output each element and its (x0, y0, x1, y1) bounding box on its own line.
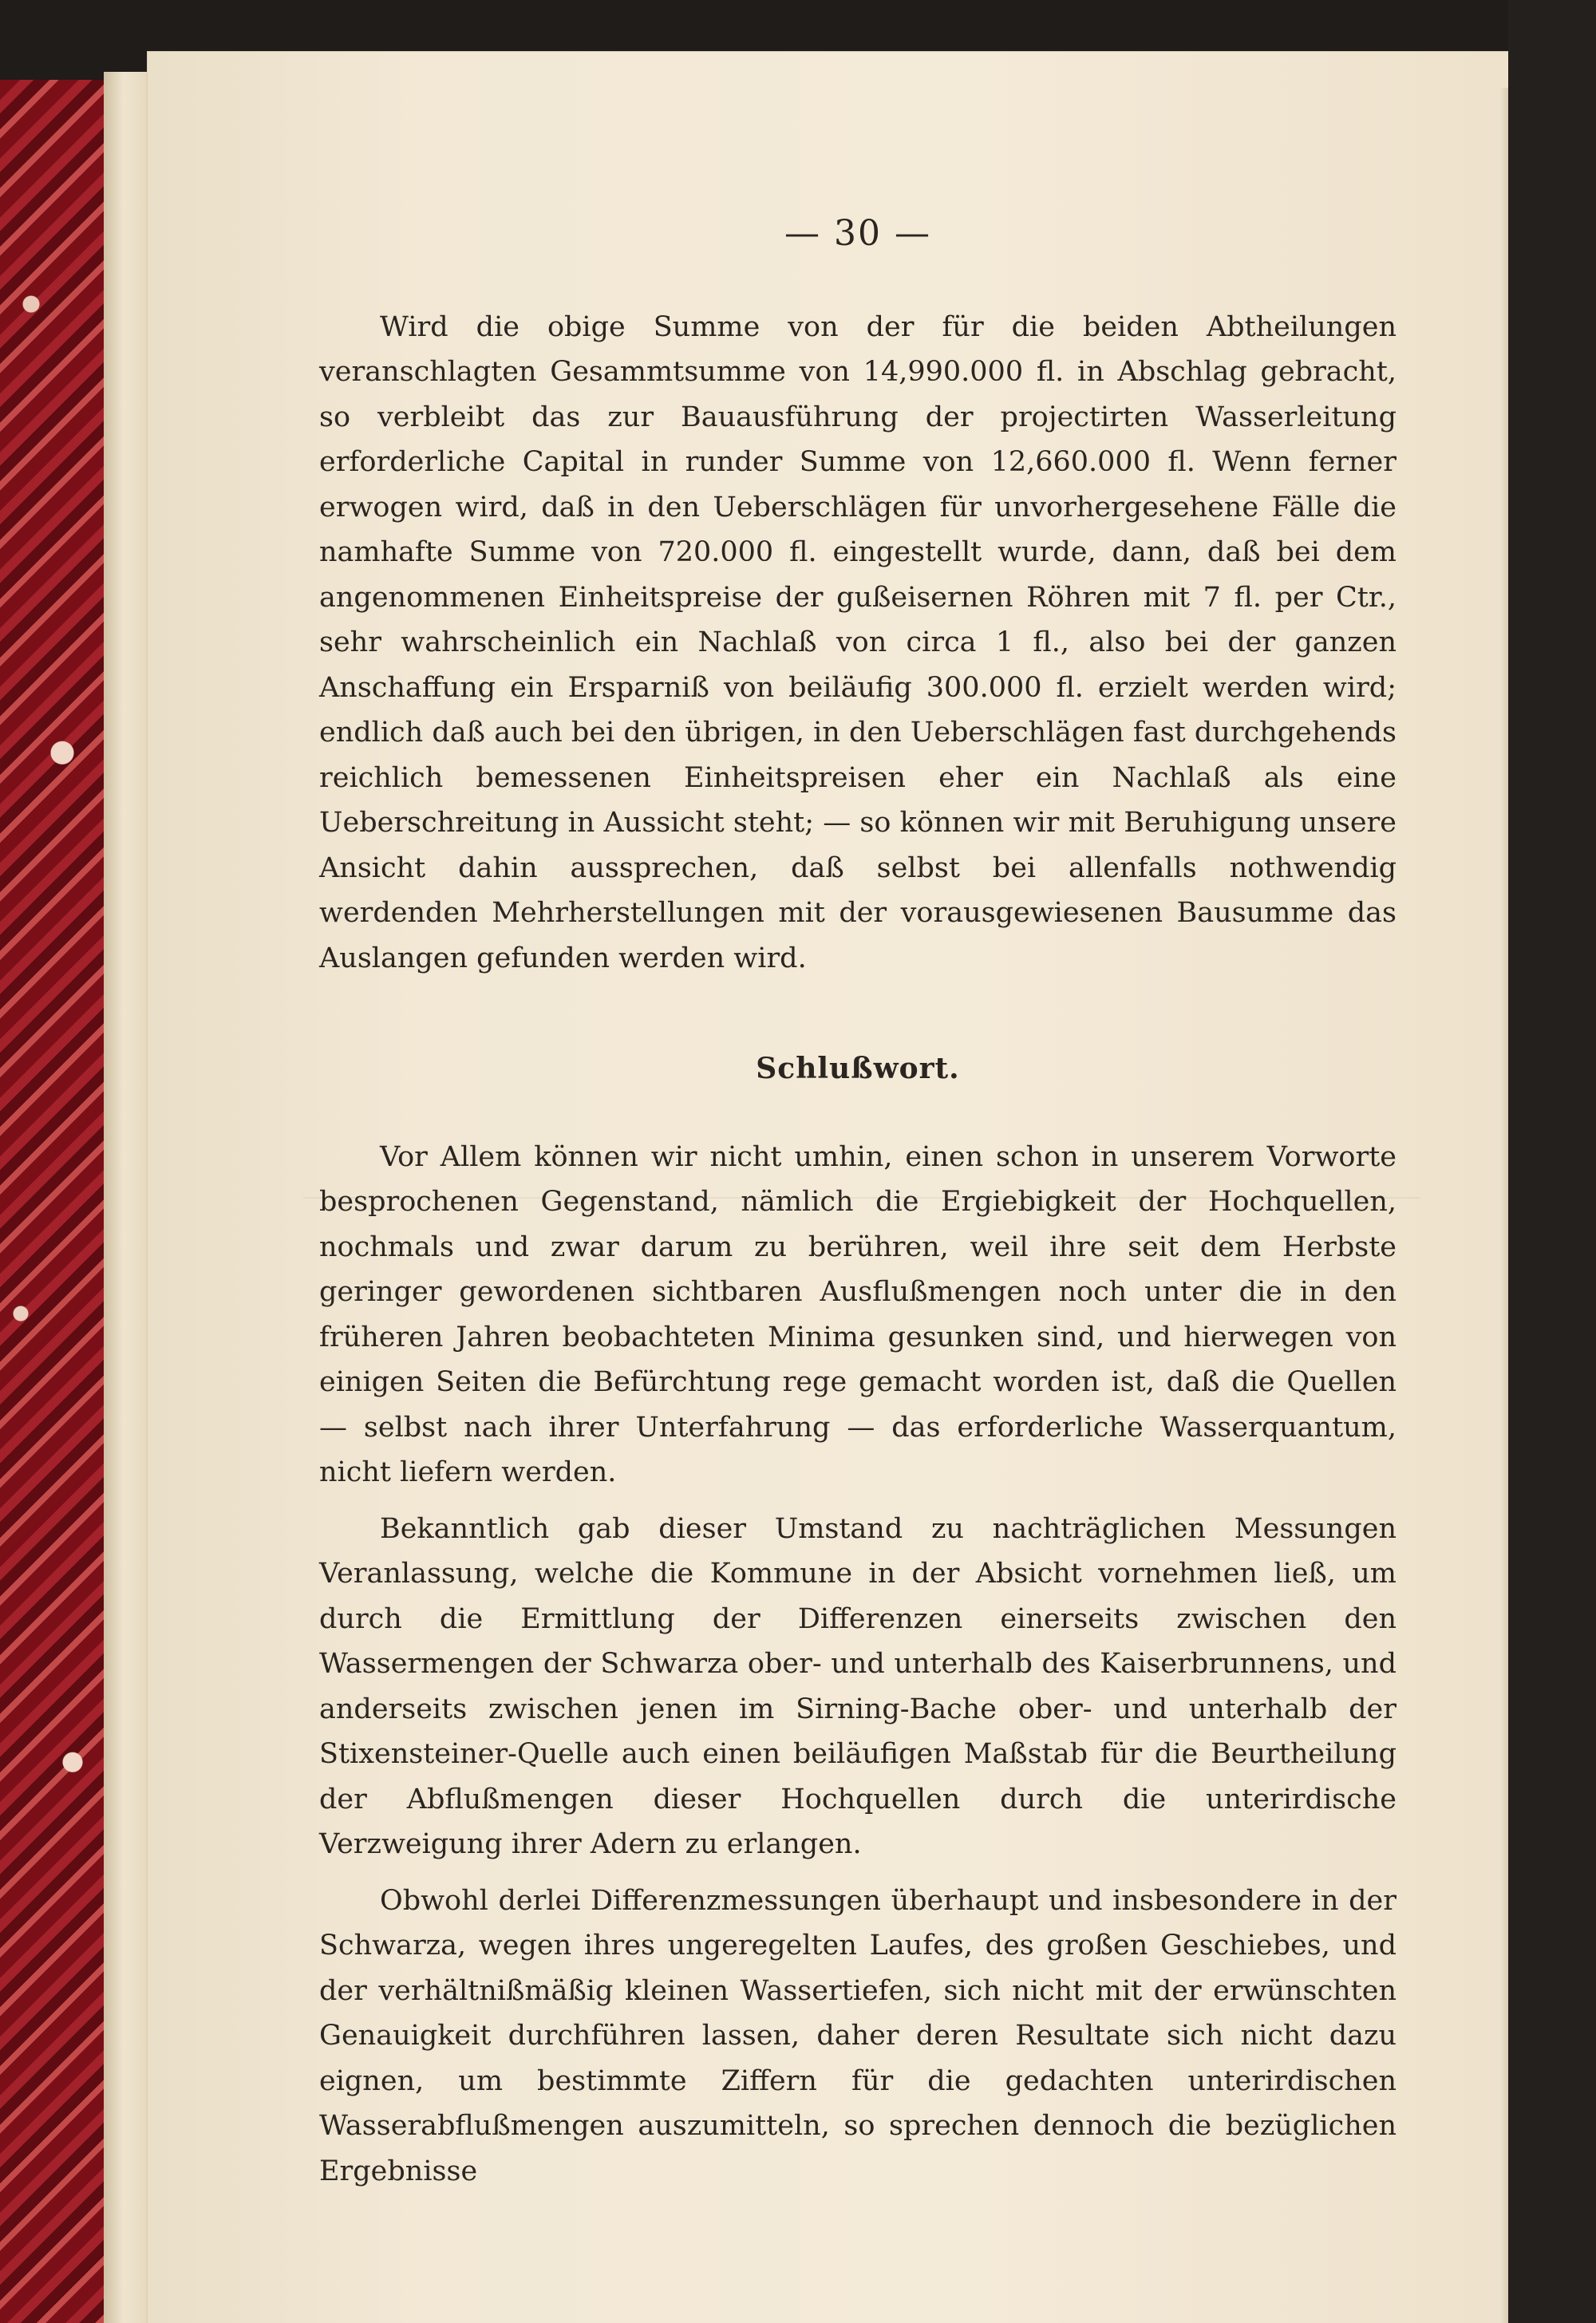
paragraph-closing-3: Obwohl derlei Differenzmessungen überhaupt und insbesondere in der Schwarza, wegen ihres ungeregelten Laufes, des großen Geschiebes, und der verhältnißmäßig kleinen Wassertiefen, sich nicht mit der erwünschten Genauigkeit durchführen lassen, daher deren Resultate sich nicht dazu eignen, um bestimmte Ziffern für die gedachten unterirdischen Wasserabflußmengen auszumitteln, so sprechen dennoch die bezüglichen Ergebnisse (319, 1884, 1396, 2187)
page-number: — 30 — (784, 213, 931, 254)
page-text (319, 211, 1396, 2205)
marbled-cover-edge (0, 80, 109, 2323)
paragraph-summary: Wird die obige Summe von der für die beiden Abtheilungen veranschlagten Gesammtsumme von 14,990.000 fl. in Abschlag gebracht, so verbleibt das zur Bauausführung der projectirten Wasserleitung erforderliche Capital in runder Summe von 12,660.000 fl. Wenn ferner erwogen wird, daß in den Ueberschlägen für unvorhergesehene Fälle die namhafte Summe von 720.000 fl. eingestellt wurde, dann, daß bei dem angenommenen Einheitspreise der gußeisernen Röhren mit 7 fl. per Ctr., sehr wahrscheinlich ein Nachlaß von circa 1 fl., also bei der ganzen Anschaffung ein Ersparniß von beiläufig 300.000 fl. erzielt werden wird; endlich daß auch bei den übrigen, in den Ueberschlägen fast durchgehends reichlich bemessenen Einheitspreisen eher ein Nachlaß als eine Ueberschreitung in Aussicht steht; — so können wir mit Beruhigung unsere Ansicht dahin aussprechen, daß selbst bei allenfalls nothwendig werdenden Mehrherstellungen mit der vorausgewiesenen Bausumme das Auslangen gefunden werden wird. (319, 310, 1396, 974)
paragraph-closing-1: Vor Allem können wir nicht umhin, einen schon in unserem Vorworte besprochenen Gegenstand, nämlich die Ergiebigkeit der Hochquellen, nochmals und zwar darum zu berühren, weil ihre seit dem Herbste geringer gewordenen sichtbaren Ausflußmengen noch unter die in den früheren Jahren beobachteten Minima gesunken sind, und hierwegen von einigen Seiten die Befürchtung rege gemacht worden ist, daß die Quellen — selbst nach ihrer Unterfahrung — das erforderliche Wasserquantum, nicht liefern werden. (319, 1140, 1396, 1488)
scan-background (1508, 0, 1596, 2323)
section-heading: Schlußwort. (756, 1052, 960, 1085)
paragraph-closing-2: Bekanntlich gab dieser Umstand zu nachträglichen Messungen Veranlassung, welche die Kommune in der Absicht vornehmen ließ, um durch die Ermittlung der Differenzen einerseits zwischen den Wassermengen der Schwarza ober- und unterhalb des Kaiserbrunnens, und anderseits zwischen jenen im Sirning-Bache ober- und unterhalb der Stixensteiner-Quelle auch einen beiläufigen Maßstab für die Beurtheilung der Abflußmengen dieser Hochquellen durch die unterirdische Verzweigung ihrer Adern zu erlangen. (319, 1512, 1396, 1860)
